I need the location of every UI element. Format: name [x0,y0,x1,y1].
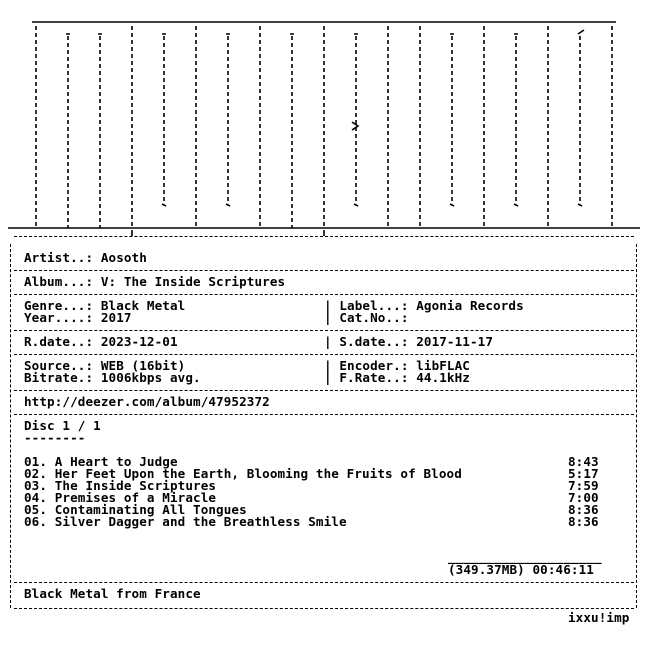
divider [14,270,634,271]
bitrate-row: Bitrate.: 1006kbps avg. [24,370,201,385]
divider [14,608,634,609]
source-row: Source..: WEB (16bit) [24,358,186,373]
track-title: 01. A Heart to Judge [24,454,178,469]
track-time: 8:36 [568,502,599,517]
divider [14,294,634,295]
track-time: 8:43 [568,454,599,469]
divider [14,354,634,355]
album-row: Album...: V: The Inside Scriptures [24,274,286,289]
disc-underline: -------- [24,430,86,445]
credit-tag: ixxu!imp [568,610,630,625]
divider [14,390,634,391]
label-row: | Label...: Agonia Records [324,298,524,313]
divider [14,236,634,237]
artist-row: Artist..: Aosoth [24,250,147,265]
frate-row: | F.Rate..: 44.1kHz [324,370,470,385]
track-title: 04. Premises of a Miracle [24,490,217,505]
encoder-row: | Encoder.: libFLAC [324,358,470,373]
frame-right [636,244,637,608]
album-url[interactable]: http://deezer.com/album/47952372 [24,394,270,409]
rdate-row: R.date..: 2023-12-01 [24,334,178,349]
nfo-document [8,8,640,640]
ascii-art-logo [8,8,640,244]
footer-note: Black Metal from France [24,586,201,601]
track-time: 7:00 [568,490,599,505]
disc-title: Disc 1 / 1 [24,418,101,433]
genre-row: Genre...: Black Metal [24,298,186,313]
track-title: 06. Silver Dagger and the Breathless Smile [24,514,347,529]
track-title: 03. The Inside Scriptures [24,478,217,493]
divider [14,582,634,583]
total-rule: ____________________ [448,549,602,564]
divider [14,414,634,415]
frame-left [10,244,11,608]
total-size-duration: (349.37MB) 00:46:11 [448,562,594,577]
track-time: 5:17 [568,466,599,481]
track-time: 8:36 [568,514,599,529]
track-title: 05. Contaminating All Tongues [24,502,247,517]
catno-row: | Cat.No..: [324,310,409,325]
sdate-row: | S.date..: 2017-11-17 [324,334,494,349]
divider [14,330,634,331]
track-title: 02. Her Feet Upon the Earth, Blooming the Fruits of Blood [24,466,462,481]
year-row: Year....: 2017 [24,310,132,325]
track-time: 7:59 [568,478,599,493]
